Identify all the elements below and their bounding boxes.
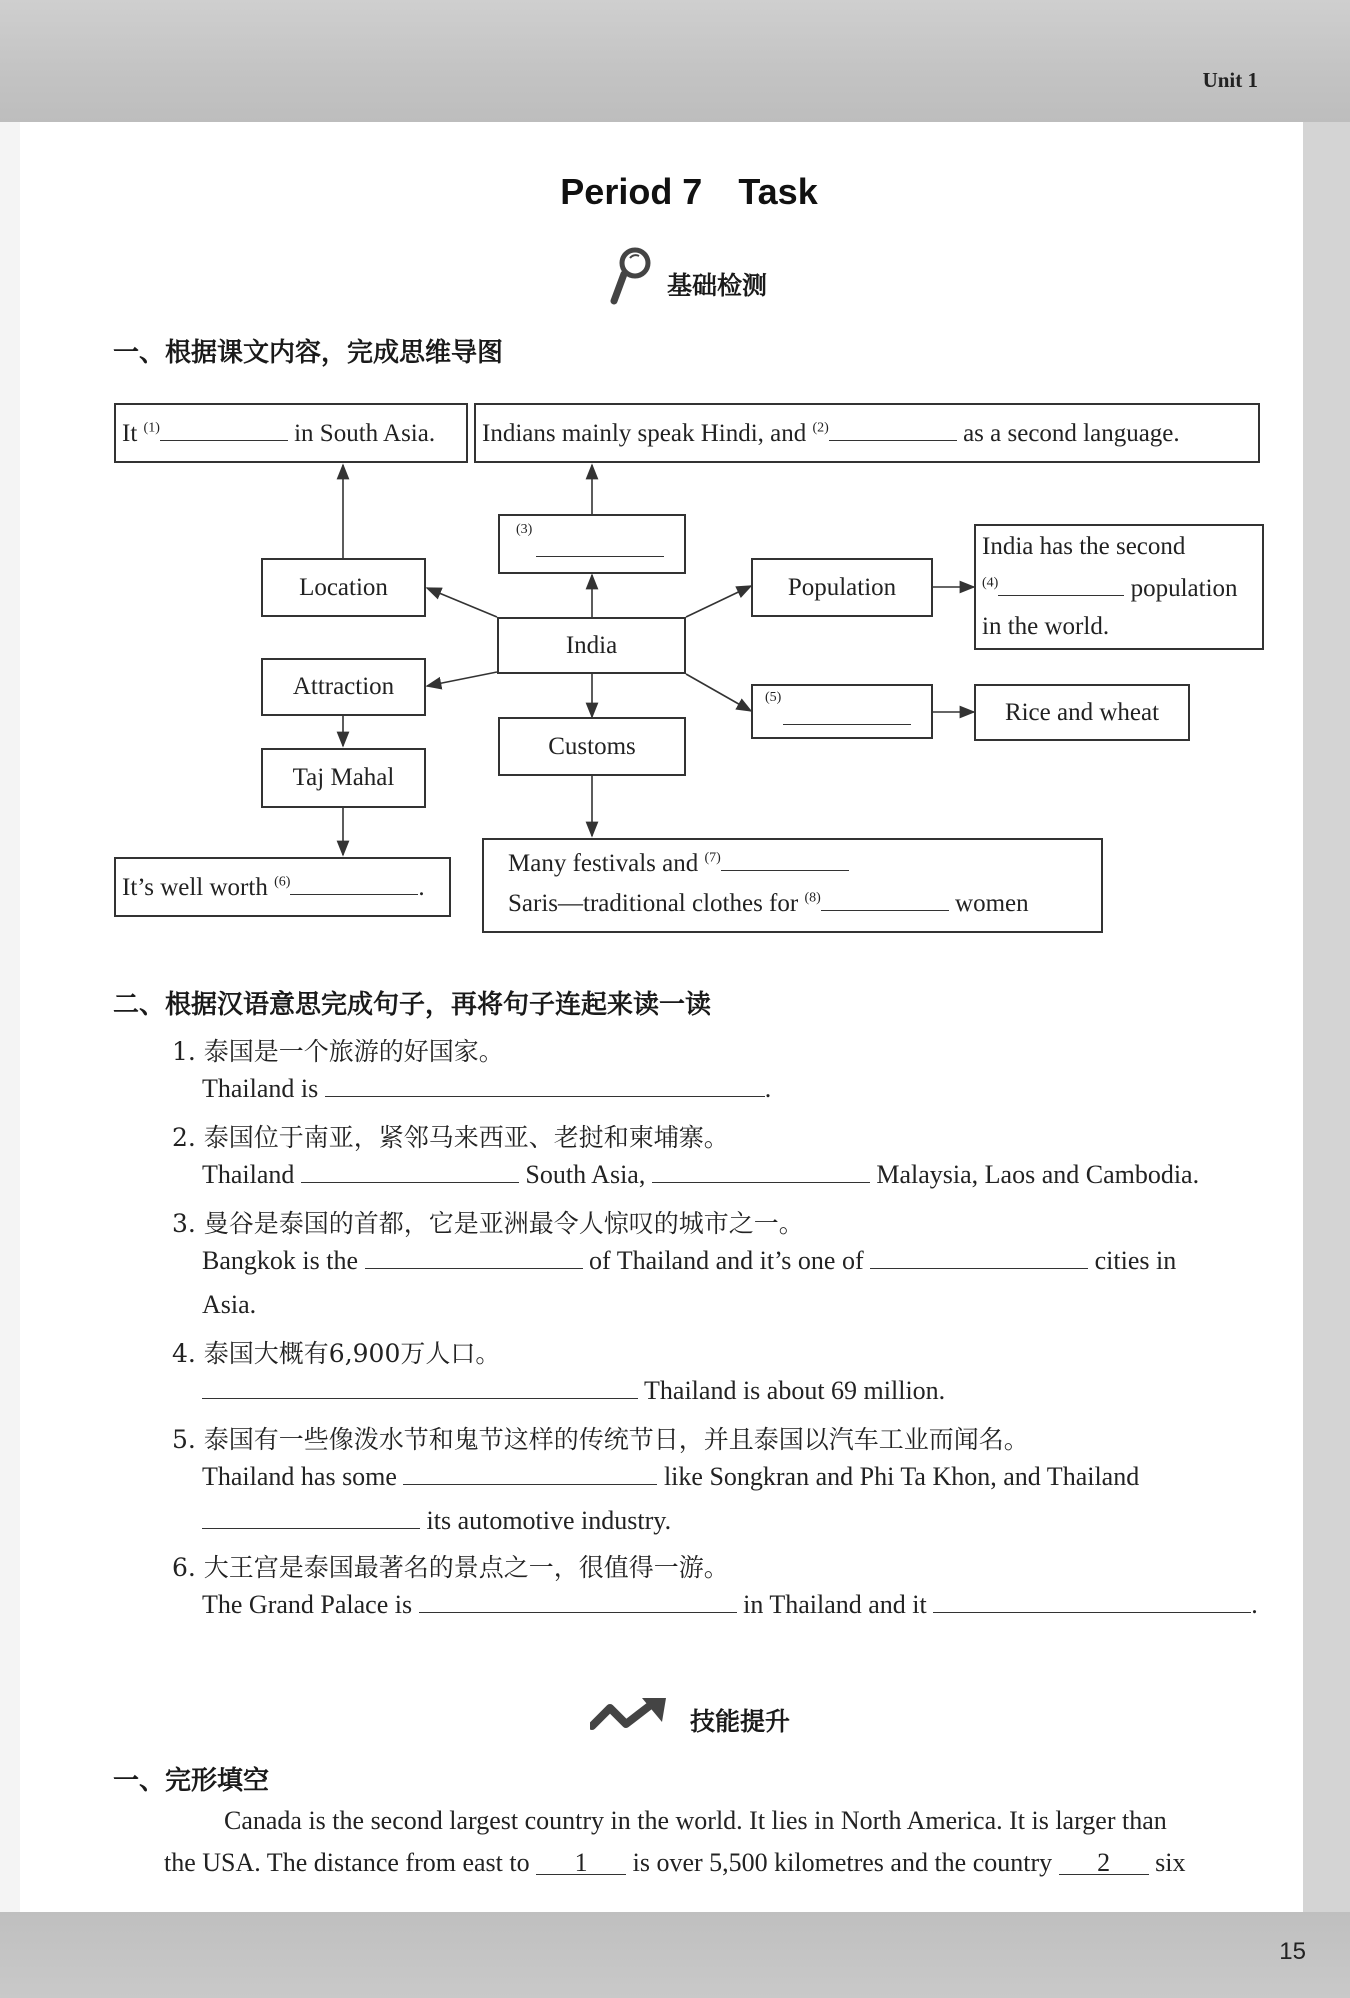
q5-chinese: 5. 泰国有一些像泼水节和鬼节这样的传统节日，并且泰国以汽车工业而闻名。 bbox=[172, 1425, 1029, 1454]
q6-chinese: 6. 大王宫是泰国最著名的景点之一，很值得一游。 bbox=[172, 1553, 729, 1582]
blank-6[interactable] bbox=[290, 872, 418, 895]
cloze-blank-1[interactable]: 1 bbox=[536, 1852, 626, 1875]
q3-blank-2[interactable] bbox=[870, 1246, 1088, 1269]
trend-arrow-icon bbox=[590, 1696, 672, 1736]
page-number: 15 bbox=[1279, 1938, 1306, 1965]
node-population: Population bbox=[751, 558, 933, 617]
q1-blank[interactable] bbox=[325, 1074, 765, 1097]
cloze-blank-2[interactable]: 2 bbox=[1059, 1852, 1149, 1875]
q4-english: Thailand is about 69 million. bbox=[202, 1376, 945, 1406]
q2-blank-1[interactable] bbox=[301, 1160, 519, 1183]
part1-heading: 一、根据课文内容，完成思维导图 bbox=[113, 338, 504, 368]
unit-label: Unit 1 bbox=[1202, 68, 1258, 92]
blank-1[interactable] bbox=[160, 418, 288, 441]
node-rice-and-wheat: Rice and wheat bbox=[974, 684, 1190, 741]
q1-english: Thailand is . bbox=[202, 1074, 772, 1103]
q4-blank[interactable] bbox=[202, 1376, 638, 1399]
node-india: India bbox=[497, 617, 686, 674]
q2-english: Thailand South Asia, Malaysia, Laos and Cambodia. bbox=[202, 1160, 1200, 1189]
blank-number-2: (2) bbox=[812, 420, 829, 436]
box-location-answer: It $^{(1)}$ in South Asia. bbox=[114, 403, 468, 463]
section-basic-title: 基础检测 bbox=[667, 271, 768, 300]
q3-english: Bangkok is the of Thailand and it’s one of cities in bbox=[202, 1246, 1177, 1275]
node-location: Location bbox=[261, 558, 426, 617]
blank-number-8: (8) bbox=[804, 890, 821, 906]
footer-band bbox=[0, 1912, 1350, 1998]
blank-2[interactable] bbox=[829, 418, 957, 441]
q1-chinese: 1. 泰国是一个旅游的好国家。 bbox=[172, 1037, 504, 1066]
part2-heading: 二、根据汉语意思完成句子，再将句子连起来读一读 bbox=[113, 990, 712, 1020]
box-blank-5: (5) bbox=[751, 684, 933, 739]
node-customs: Customs bbox=[498, 717, 686, 776]
blank-4[interactable] bbox=[998, 573, 1124, 596]
q2-chinese: 2. 泰国位于南亚，紧邻马来西亚、老挝和柬埔寨。 bbox=[172, 1123, 729, 1152]
q5-english: Thailand has some like Songkran and Phi Ta Khon, and Thailand bbox=[202, 1462, 1140, 1491]
q5-english-cont: its automotive industry. bbox=[202, 1506, 671, 1536]
page-title: Period 7 Task bbox=[560, 171, 818, 212]
q6-blank-1[interactable] bbox=[419, 1590, 737, 1613]
cloze-line-2: the USA. The distance from east to 1 is over 5,500 kilometres and the country 2 six bbox=[164, 1848, 1186, 1877]
cloze-line-1: Canada is the second largest country in the world. It lies in North America. It is larger than bbox=[224, 1806, 1167, 1835]
blank-number-4: (4) bbox=[982, 575, 999, 591]
section-skill-title: 技能提升 bbox=[690, 1707, 791, 1736]
q4-chinese: 4. 泰国大概有6,900万人口。 bbox=[172, 1339, 501, 1368]
node-attraction: Attraction bbox=[261, 658, 426, 716]
blank-5[interactable] bbox=[783, 702, 911, 725]
q3-chinese: 3. 曼谷是泰国的首都，它是亚洲最令人惊叹的城市之一。 bbox=[172, 1209, 804, 1238]
blank-number-7: (7) bbox=[704, 850, 721, 866]
box-worth-answer: It’s well worth $^{(6)}$ . bbox=[114, 857, 451, 917]
blank-8[interactable] bbox=[821, 888, 949, 911]
q3-english-cont: Asia. bbox=[202, 1290, 257, 1319]
blank-number-6: (6) bbox=[274, 874, 291, 890]
part3-heading: 一、完形填空 bbox=[113, 1766, 270, 1796]
blank-7[interactable] bbox=[721, 848, 849, 871]
box-blank-3: (3) bbox=[498, 514, 686, 574]
blank-3[interactable] bbox=[536, 534, 664, 557]
box-festivals-answer: Many festivals and $^{(7)}$ Saris—traditional clothes for $^{(8)}$ women bbox=[482, 838, 1103, 933]
box-language-answer: Indians mainly speak Hindi, and $^{(2)}$ as a second language. bbox=[474, 403, 1260, 463]
mindmap-connectors bbox=[0, 0, 1350, 960]
q5-blank-2[interactable] bbox=[202, 1506, 420, 1529]
box-population-answer: India has the second $^{(4)}$ population in the world. bbox=[974, 524, 1264, 650]
blank-number-1: (1) bbox=[143, 420, 160, 436]
q5-blank-1[interactable] bbox=[403, 1462, 657, 1485]
q6-english: The Grand Palace is in Thailand and it . bbox=[202, 1590, 1258, 1619]
q6-blank-2[interactable] bbox=[933, 1590, 1251, 1613]
q2-blank-2[interactable] bbox=[652, 1160, 870, 1183]
q3-blank-1[interactable] bbox=[365, 1246, 583, 1269]
node-taj-mahal: Taj Mahal bbox=[261, 748, 426, 808]
